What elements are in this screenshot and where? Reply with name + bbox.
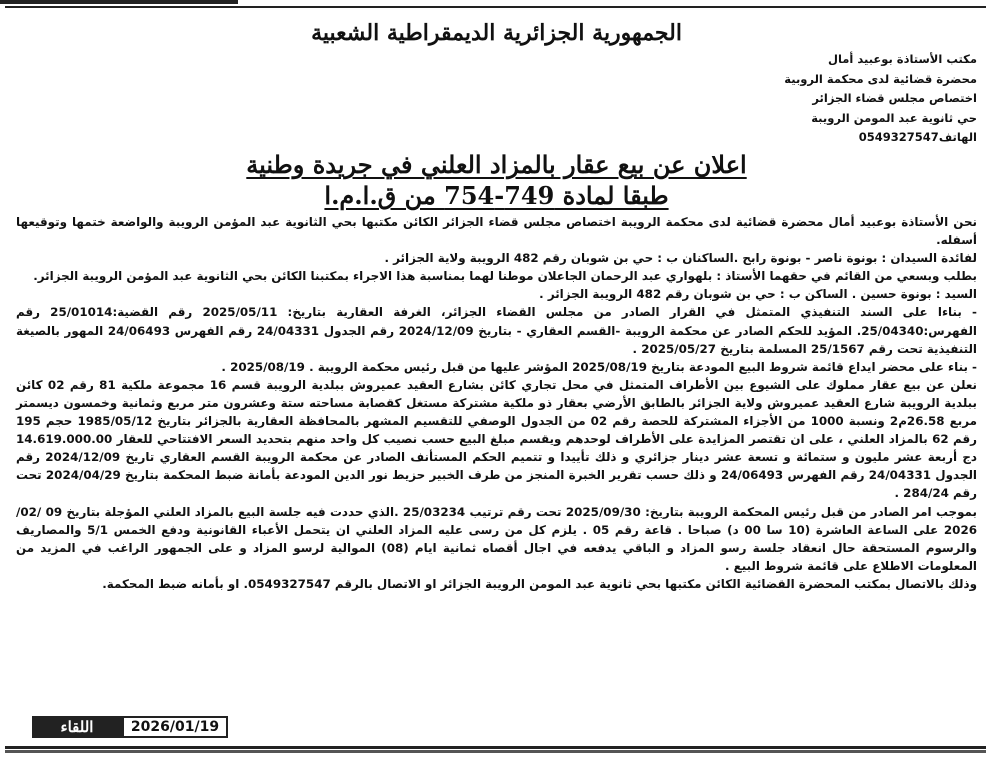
office-address: حي ثانوية عبد المومن الرويبة [811, 110, 977, 125]
bottom-rule [5, 750, 986, 753]
body-paragraph-sale-details: نعلن عن بيع عقار مملوك على الشيوع بين الأطراف المتمثل في محل تجاري كائن بشارع العقيد عميروش ببلدية الرويبة قسم 16 مجموعة ملكية 81 رقم 02 كائن ببلدية الرويبة شارع العقيد عميروش ولاية الجزائر بالطابق الأرضي بعقار ذو ملكية مشتركة مستغل كقصابة مساحته ستة وعشرون متر مربع وثمانية وخمسون ديسمتر مربع 26.58م2 ونسبة 1000 من الأجزاء المشتركة للحصة رقم 02 من الجدول الوصفي للتقسيم المشهر بالمحافظة العقارية بالجزائر بتاريخ 1985/05/12 حجم 195 رقم 62 بالمزاد العلني ، على ان تقتصر المزايدة على الأطراف لوحدهم ويقسم مبلغ البيع حسب نصيب كل واحد منهم بتحديد السعر الافتتاحي للعقار 14.619.000.00 دج أربعة عشر مليون و ستمائة و تسعة عشر دينار جزائري و ذلك تأييدا و تتميم الحكم المستأنف الصادر عن محكمة الرويبة القسم العقاري تاريخ 2024/12/09 رقم الجدول 24/04331 رقم الفهرس 24/06493 و ذلك حسب تقرير الخبرة المنجز من طرف الخبير حزيط نور الدين المودعة بأمانة ضبط المحكمة بتاريخ 2024/04/29 تحت رقم 284/24 . [16, 377, 977, 501]
office-jurisdiction: اختصاص مجلس قضاء الجزائر [812, 91, 977, 105]
top-rule [0, 0, 238, 4]
body-paragraph-executive-title: - بناءا على السند التنفيذي المتمثل في القرار الصادر من مجلس القضاء الجزائر، الغرفة العقارية بتاريخ: 2025/05/11 رقم القضية:25/01014 رقم الفهرس:25/04340. المؤيد للحكم الصادر عن محكمة الرويبة -القسم العقاري - بتاريخ 2024/12/09 رقم الجدول 24/04331 رقم الفهرس 24/06493 المهور بالصيغة التنفيذية تحت رقم 25/1567 المسلمة بتاريخ 2025/05/27 . [16, 305, 977, 356]
body-paragraph-auction-session: بموجب امر الصادر من قبل رئيس المحكمة الرويبة بتاريخ: 2025/09/30 تحت رقم ترتيب 25/03234 .الذي حددت فيه جلسة البيع بالمزاد العلني المؤجلة بتاريخ 09 /02/ 2026 على الساعة العاشرة (10 سا 00 د) صباحا . قاعة رقم 05 . يلزم كل من رسى عليه المزاد العلني ان يتحمل الأعباء القانونية ودفع الخمس 5/1 والمصاريف والرسوم المستحقة حال انعقاد جلسة رسو المزاد و الباقي يدفعه في اجال أقصاه ثمانية ايام (08) الموالية لرسو المزاد و على الجمهور الراغب في المزيد من المعلومات الاطلاع على قائمة شروط البيع . [16, 504, 977, 573]
title-line-1: اعلان عن بيع عقار بالمزاد العلني في جريدة وطنية [246, 150, 747, 179]
title-line-2: طبقا لمادة 749-754 من ق.ا.م.ا [324, 181, 669, 210]
office-phone: الهاتف0549327547 [858, 130, 977, 144]
office-role: محضرة قضائية لدى محكمة الروبية [784, 71, 977, 86]
announcement-body [16, 213, 977, 593]
body-paragraph-beneficiaries: لفائدة السيدان : بونوة ناصر - بونوة رابح .الساكنان ب : حي بن شوبان رقم 482 الرويبة ولاية الجزائر . [384, 251, 977, 266]
body-paragraph-contact: وذلك بالاتصال بمكتب المحضرة القضائية الكائن مكتبها بحي ثانوية عبد المومن الرويبة الجزائر او الاتصال بالرقم 0549327547. او بأمانه ضبط المحكمة. [102, 576, 977, 591]
body-paragraph-intro: نحن الأستاذة بوعبيد أمال محضرة قضائية لدى محكمة الرويبة اختصاص مجلس قضاء الجزائر الكائن مكتبها بحي الثانوية عبد المؤمن الرويبة والواضعة ختمها وتوقيعها أسفله. [16, 215, 977, 248]
body-paragraph-request: بطلب وبسعي من القائم في حقهما الأستاذ : بلهواري عبد الرحمان الجاعلان موطنا لهما بمناسبة هذا الاجراء بمكتبنا الكائن بحي الثانوية عبد المؤمن الرويبة الجزائر. [33, 269, 977, 284]
publication-footer [32, 716, 228, 738]
bailiff-office-block [784, 50, 977, 148]
body-paragraph-conditions-deposit: - بناء على محضر ايداع قائمة شروط البيع المودعة بتاريخ 2025/08/19 المؤشر عليها من قبل رئيس محكمة الرويبة . 2025/08/19 . [221, 359, 977, 374]
newspaper-name-badge: اللقاء [32, 716, 122, 738]
body-paragraph-defendant: السيد : بونوة حسين . الساكن ب : حي بن شوبان رقم 482 الرويبة الجزائر . [539, 287, 977, 302]
office-name: مكتب الأستاذة بوعبيد أمال [828, 52, 977, 66]
announcement-title [0, 150, 993, 212]
publication-date-badge: 2026/01/19 [122, 716, 228, 738]
republic-header: الجمهورية الجزائرية الديمقراطية الشعبية [311, 20, 682, 46]
